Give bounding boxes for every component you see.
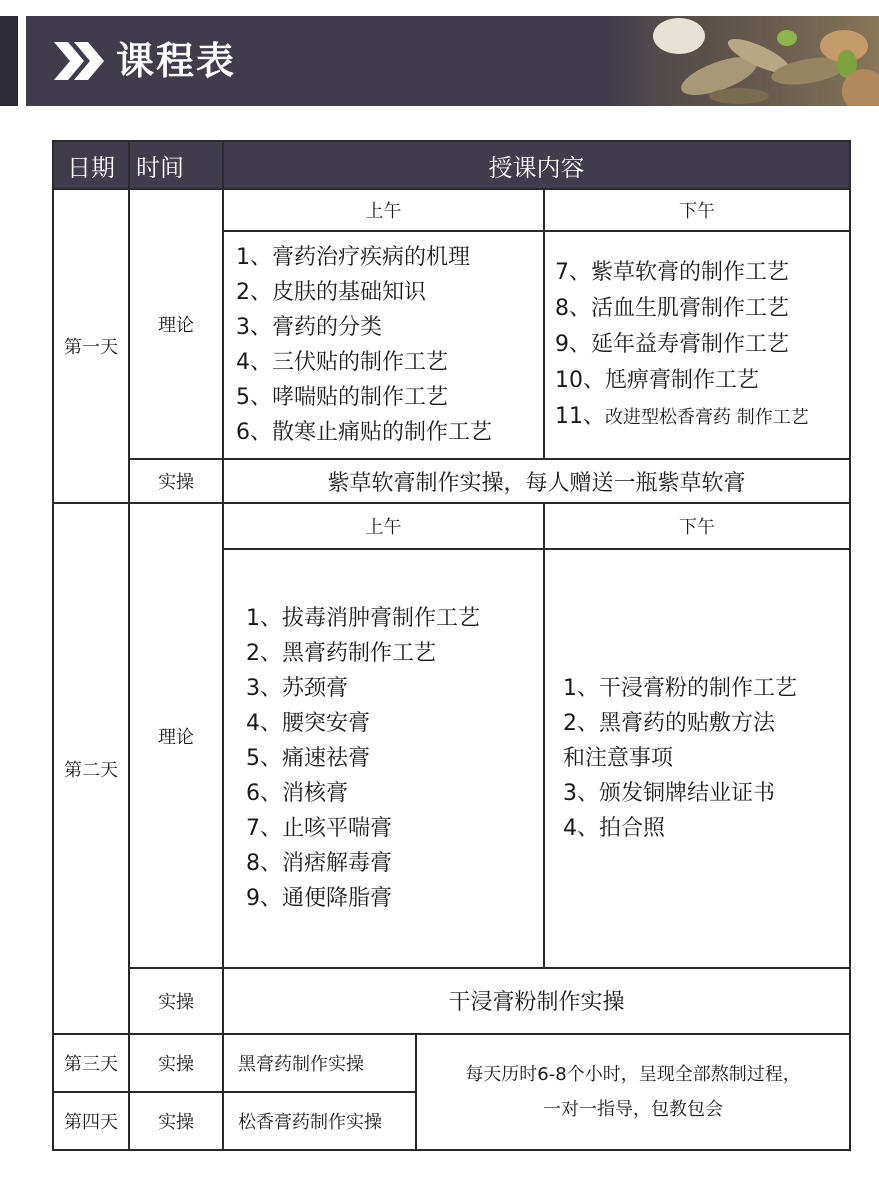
list-item: 1、拔毒消肿膏制作工艺 [246,606,480,632]
schedule-table [52,140,851,1151]
day2-pm-list [544,549,850,967]
list-item: 2、皮肤的基础知识 [236,280,426,306]
list-item: 4、拍合照 [563,816,665,842]
table-row [53,1034,850,1092]
list-item: 6、散寒止痛贴的制作工艺 [236,420,492,446]
day2-am-list [223,549,544,967]
day-label: 第四天 [53,1092,129,1150]
daily-note [416,1034,850,1150]
list-item: 8、活血生肌膏制作工艺 [555,295,789,321]
header-time: 时间 [129,141,223,189]
header-content: 授课内容 [223,141,850,189]
list-item: 4、腰突安膏 [246,711,370,737]
day4-content: 松香膏药制作实操 [223,1092,416,1150]
list-item: 7、紫草软膏的制作工艺 [555,259,789,285]
list-item: 1、干浸膏粉的制作工艺 [563,676,797,702]
session-type: 实操 [129,459,223,503]
list-item: 3、颁发铜牌结业证书 [563,781,775,807]
list-item: 2、黑膏药的贴敷方法 [563,711,775,737]
slot-pm: 下午 [544,189,850,231]
note-line: 一对一指导，包教包会 [543,1098,724,1120]
list-item: 2、黑膏药制作工艺 [246,641,436,667]
header-accent-bar [0,16,18,106]
slot-am: 上午 [223,503,544,549]
list-item: 1、膏药治疗疾病的机理 [236,245,470,271]
table-row [53,968,850,1034]
list-item: 4、三伏贴的制作工艺 [236,350,448,376]
day-label: 第一天 [53,189,129,503]
list-item: 7、止咳平喘膏 [246,816,392,842]
session-type: 理论 [129,189,223,459]
day3-content: 黑膏药制作实操 [223,1034,416,1092]
list-item: 8、消痞解毒膏 [246,851,392,877]
list-item: 9、通便降脂膏 [246,886,392,912]
list-item: 6、消核膏 [246,781,348,807]
list-item: 9、延年益寿膏制作工艺 [555,331,789,357]
note-line: 每天历时6-8个小时，呈现全部熬制过程， [465,1063,801,1085]
slot-pm: 下午 [544,503,850,549]
double-chevron-icon [52,38,104,84]
page-title: 课程表 [116,39,237,83]
slot-am: 上午 [223,189,544,231]
session-type: 实操 [129,1092,223,1150]
header-banner [26,16,879,106]
day1-pm-list [544,231,850,459]
day2-practice-text: 干浸膏粉制作实操 [223,968,850,1034]
session-type: 实操 [129,968,223,1034]
list-item: 5、痛速祛膏 [246,746,370,772]
day-label: 第三天 [53,1034,129,1092]
table-row [53,459,850,503]
list-item-number: 11、 [555,403,605,429]
list-item: 和注意事项 [563,746,674,772]
list-item-text: 改进型松香膏药 制作工艺 [605,406,809,428]
list-item: 10、尪痹膏制作工艺 [555,367,759,393]
session-type: 理论 [129,503,223,967]
herbs-photo [609,16,879,106]
day1-practice-text: 紫草软膏制作实操，每人赠送一瓶紫草软膏 [223,459,850,503]
table-header-row [53,141,850,189]
header-date: 日期 [53,141,129,189]
list-item [555,399,849,436]
list-item: 3、膏药的分类 [236,315,382,341]
session-type: 实操 [129,1034,223,1092]
table-row [53,503,850,549]
list-item: 3、苏颈膏 [246,676,348,702]
table-row [53,189,850,231]
day1-am-list [223,231,544,459]
day-label: 第二天 [53,503,129,1034]
list-item: 5、哮喘贴的制作工艺 [236,385,448,411]
